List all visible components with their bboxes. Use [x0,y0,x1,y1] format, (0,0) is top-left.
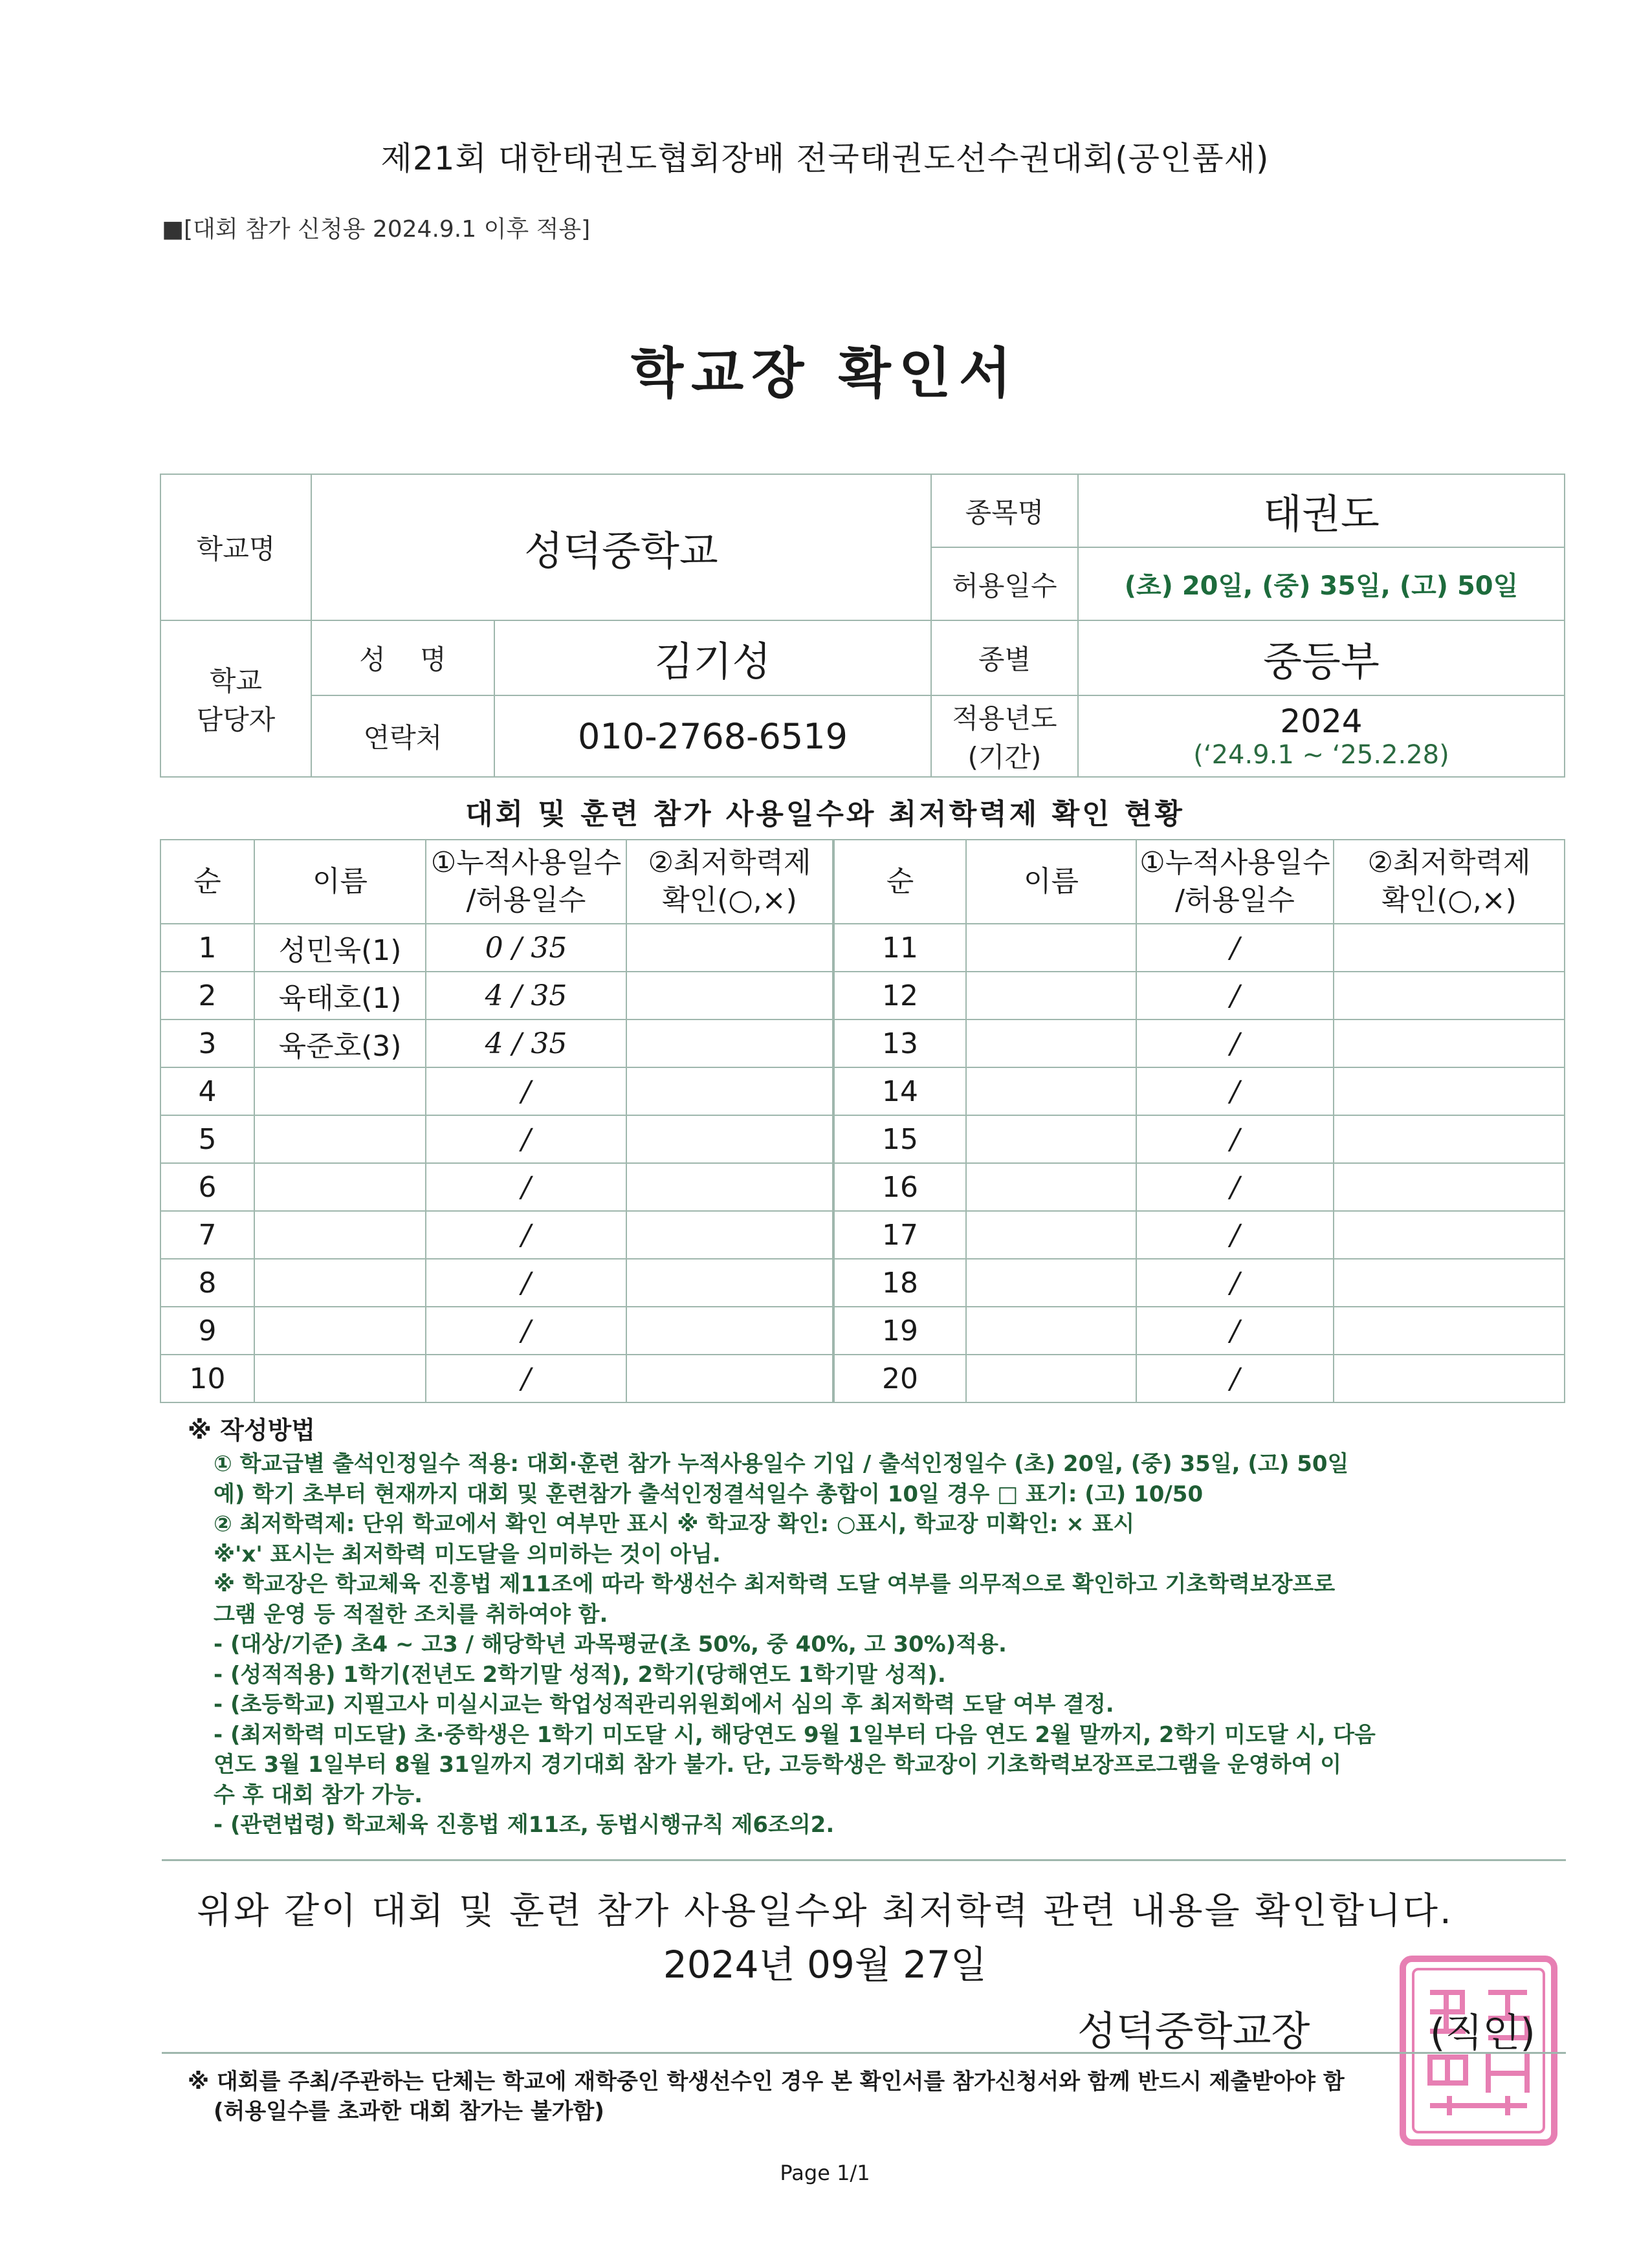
header-days-line2: /허용일수 [466,884,586,917]
header-days-right-line2: /허용일수 [1175,884,1295,917]
divider [162,1859,1566,1861]
roster-number: 9 [160,1307,254,1355]
roster-number: 14 [833,1067,966,1115]
manager-label [160,620,311,777]
roster-name [254,1355,426,1402]
roster-days: / [426,1211,626,1259]
method-line: ① 학교급별 출석인정일수 적용: 대회·훈련 참가 누적사용일수 기입 / 출석인정일수 (초) 20일, (중) 35일, (고) 50일 [214,1451,1349,1477]
applicability-note: ■[대회 참가 신청용 2024.9.1 이후 적용] [162,216,591,243]
roster-check [626,1211,833,1259]
roster-days: / [1136,1307,1334,1355]
method-line: - (초등학교) 지필고사 미실시교는 학업성적관리위원회에서 심의 후 최저학력 도달 여부 결정. [214,1692,1114,1717]
allowed-days-value: (초) 20일, (중) 35일, (고) 50일 [1078,547,1565,620]
header-check [626,840,833,924]
roster-check [626,1307,833,1355]
method-line: 연도 3월 1일부터 8월 31일까지 경기대회 참가 불가. 단, 고등학생은 학교장이 기초학력보장프로그램을 운영하여 이 [214,1752,1342,1778]
roster-days: / [1136,1067,1334,1115]
roster-days: 4 / 35 [426,972,626,1020]
roster-row [160,972,1565,1020]
roster-days: / [1136,972,1334,1020]
roster-check [626,1163,833,1211]
roster-check [626,1259,833,1307]
roster-check [626,972,833,1020]
roster-check [626,1115,833,1163]
confirmation-date: 2024년 09월 27일 [663,1943,987,1987]
event-label: 종목명 [931,474,1078,547]
roster-days: / [426,1115,626,1163]
school-info-table [160,474,1565,778]
method-line: - (성적적용) 1학기(전년도 2학기말 성적), 2학기(당해연도 1학기말 성적). [214,1661,946,1688]
roster-row [160,1020,1565,1067]
roster-days: / [426,1355,626,1402]
allowed-days-label: 허용일수 [931,547,1078,620]
header-name: 이름 [254,840,426,924]
roster-section-title: 대회 및 훈련 참가 사용일수와 최저학력제 확인 현황 [465,798,1185,831]
method-line: ② 최저학력제: 단위 학교에서 확인 여부만 표시 ※ 학교장 확인: ○표시, 학교장 미확인: × 표시 [214,1511,1135,1537]
competition-title: 제21회 대한태권도협회장배 전국태권도선수권대회(공인품새) [380,140,1270,177]
roster-name [966,1355,1136,1402]
roster-number: 4 [160,1067,254,1115]
roster-days: / [1136,1355,1334,1402]
footnote-line1: ※ 대회를 주최/주관하는 단체는 학교에 재학중인 학생선수인 경우 본 확인서를 참가신청서와 함께 반드시 제출받아야 함 [188,2069,1345,2095]
method-line: - (관련법령) 학교체육 진흥법 제11조, 동법시행규칙 제6조의2. [214,1812,835,1838]
roster-name [254,1163,426,1211]
roster-number: 19 [833,1307,966,1355]
method-line: 예) 학기 초부터 현재까지 대회 및 훈련참가 출석인정결석일수 총합이 10일 경우 □ 표기: (고) 10/50 [214,1481,1204,1507]
roster-name [254,1115,426,1163]
roster-table [160,839,1565,1403]
roster-row [160,1115,1565,1163]
roster-number: 13 [833,1020,966,1067]
header-days-right-line1: ①누적사용일수 [1139,846,1330,879]
principal-name: 성덕중학교장 [1077,2007,1310,2055]
roster-days: / [1136,1115,1334,1163]
page-number: Page 1/1 [780,2161,870,2185]
method-heading: ※ 작성방법 [188,1416,316,1445]
year-period: (‘24.9.1 ~ ‘25.2.28) [1193,740,1449,770]
roster-number: 5 [160,1115,254,1163]
roster-row [160,1163,1565,1211]
roster-name [254,1067,426,1115]
roster-number: 12 [833,972,966,1020]
roster-row [160,1307,1565,1355]
roster-name [966,1067,1136,1115]
roster-name [966,1211,1136,1259]
roster-check [1334,924,1565,972]
header-check-right [1334,840,1565,924]
roster-days: 4 / 35 [426,1020,626,1067]
confirmation-statement: 위와 같이 대회 및 훈련 참가 사용일수와 최저학력 관련 내용을 확인합니다. [197,1890,1453,1932]
roster-name [966,924,1136,972]
roster-check [1334,1067,1565,1115]
roster-row [160,1211,1565,1259]
roster-number: 15 [833,1115,966,1163]
method-line: ※ 학교장은 학교체육 진흥법 제11조에 따라 학생선수 최저학력 도달 여부를 의무적으로 확인하고 기초학력보장프로 [214,1571,1336,1597]
roster-number: 8 [160,1259,254,1307]
header-check-line2: 확인(○,×) [662,884,797,917]
roster-check [1334,1211,1565,1259]
roster-name [966,1115,1136,1163]
roster-check [1334,1307,1565,1355]
method-line: - (대상/기준) 초4 ~ 고3 / 해당학년 과목평균(초 50%, 중 40%, 고 30%)적용. [214,1631,1007,1657]
method-line: ※'x' 표시는 최저학력 미도달을 의미하는 것이 아님. [214,1541,721,1567]
contact-label: 연락처 [311,695,494,777]
roster-number: 10 [160,1355,254,1402]
header-name-right: 이름 [966,840,1136,924]
header-no: 순 [160,840,254,924]
roster-check [1334,972,1565,1020]
school-name-value: 성덕중학교 [311,474,931,620]
roster-days: / [1136,1259,1334,1307]
year-cell [1078,695,1565,777]
document-title: 학교장 확인서 [630,342,1020,405]
roster-check [1334,1020,1565,1067]
roster-name [254,1307,426,1355]
roster-row [160,1067,1565,1115]
roster-name: 육준호(3) [254,1020,426,1067]
roster-row [160,924,1565,972]
division-value: 중등부 [1078,620,1565,695]
roster-name [254,1211,426,1259]
name-value: 김기성 [494,620,931,695]
manager-label-line1: 학교 [209,665,263,697]
seal-label: (직인) [1430,2011,1535,2056]
roster-check [1334,1163,1565,1211]
roster-days: 0 / 35 [426,924,626,972]
year-label-line2: (기간) [967,741,1042,773]
roster-days: / [1136,924,1334,972]
footnote-line2: (허용일수를 초과한 대회 참가는 불가함) [214,2099,604,2124]
year-label [931,695,1078,777]
roster-days: / [1136,1163,1334,1211]
division-label: 종별 [931,620,1078,695]
roster-name [966,972,1136,1020]
roster-check [1334,1259,1565,1307]
roster-number: 16 [833,1163,966,1211]
method-line: - (최저학력 미도달) 초·중학생은 1학기 미도달 시, 해당연도 9월 1일부터 다음 연도 2월 말까지, 2학기 미도달 시, 다음 [214,1721,1376,1748]
roster-days: / [1136,1211,1334,1259]
header-check-line1: ②최저학력제 [648,846,811,879]
roster-header-row [160,840,1565,924]
roster-number: 18 [833,1259,966,1307]
roster-check [626,1067,833,1115]
roster-number: 2 [160,972,254,1020]
divider [162,2052,1566,2054]
roster-row [160,1259,1565,1307]
year-value: 2024 [1280,703,1363,740]
roster-name [254,1259,426,1307]
roster-days: / [426,1163,626,1211]
roster-number: 3 [160,1020,254,1067]
roster-number: 17 [833,1211,966,1259]
header-check-right-line2: 확인(○,×) [1381,884,1517,917]
roster-name: 육태호(1) [254,972,426,1020]
roster-number: 1 [160,924,254,972]
roster-name [966,1163,1136,1211]
year-label-line1: 적용년도 [952,703,1057,734]
roster-check [626,1020,833,1067]
header-days-right [1136,840,1334,924]
method-line: 수 후 대회 참가 가능. [214,1782,423,1808]
roster-row [160,1355,1565,1402]
roster-check [1334,1115,1565,1163]
roster-days: / [426,1259,626,1307]
header-check-right-line1: ②최저학력제 [1367,846,1531,879]
header-days-line1: ①누적사용일수 [430,846,622,879]
event-value: 태권도 [1078,474,1565,547]
roster-number: 20 [833,1355,966,1402]
roster-number: 6 [160,1163,254,1211]
method-instructions [214,1449,1501,1840]
school-name-label: 학교명 [160,474,311,620]
roster-check [1334,1355,1565,1402]
roster-check [626,924,833,972]
roster-name: 성민욱(1) [254,924,426,972]
roster-days: / [1136,1020,1334,1067]
roster-days: / [426,1067,626,1115]
roster-name [966,1307,1136,1355]
roster-number: 11 [833,924,966,972]
roster-name [966,1020,1136,1067]
contact-value: 010-2768-6519 [494,695,931,777]
header-days [426,840,626,924]
roster-check [626,1355,833,1402]
manager-label-line2: 담당자 [196,704,276,736]
header-no-right: 순 [833,840,966,924]
method-line: 그램 운영 등 적절한 조치를 취하여야 함. [214,1601,608,1628]
roster-name [966,1259,1136,1307]
roster-days: / [426,1307,626,1355]
roster-number: 7 [160,1211,254,1259]
name-label: 성 명 [311,620,494,695]
